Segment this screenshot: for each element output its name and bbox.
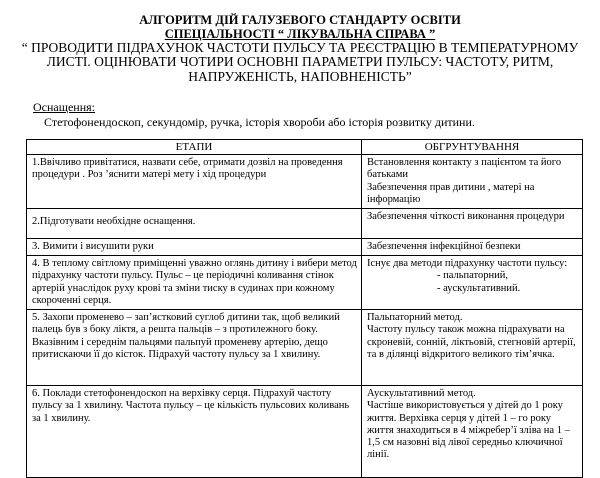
- table-row: [27, 155, 583, 209]
- rationale-list-item: - аускультативний.: [437, 282, 521, 294]
- rationale-intro: Існує два методи підрахунку частоти пульсу:: [367, 258, 568, 270]
- column-header-steps: ЕТАПИ: [27, 140, 362, 155]
- algorithm-table: [26, 139, 583, 478]
- title-line-2-text: СПЕЦІАЛЬНОСТІ “ ЛІКУВАЛЬНА СПРАВА ”: [164, 27, 436, 41]
- rationale-cell: Забезпечення чіткості виконання процедури: [362, 209, 583, 239]
- equipment-label: Оснащення:: [33, 100, 96, 114]
- column-header-rationale: ОБГРУНТУВАННЯ: [362, 140, 583, 155]
- step-cell: 4. В теплому світлому приміщенні уважно оглянь дитину і вибери метод підрахунку частоти пульсу. Пульс – це періодичні коливання стінок артерій унаслідок руху крові та зміни тиску в судинах при кожному скороченні серця.: [27, 256, 362, 310]
- step-cell: 2.Підготувати необхідне оснащення.: [27, 209, 362, 239]
- table-row: [27, 310, 583, 386]
- rationale-cell: Встановлення контакту з пацієнтом та його батьками Забезпечення прав дитини , матері на інформацію: [362, 155, 583, 209]
- step-cell: 1.Ввічливо привітатися, назвати себе, отримати дозвіл на проведення процедури . Роз ’яснити матері мету і хід процедури: [27, 155, 362, 209]
- title-line-1: АЛГОРИТМ ДІЙ ГАЛУЗЕВОГО СТАНДАРТУ ОСВІТИ: [139, 13, 461, 27]
- rationale-list-item: - пальпаторний,: [437, 270, 508, 282]
- step-cell: 5. Захопи променево – зап’ястковий суглоб дитини так, щоб великий палець був з боку ліктя, а решта пальців – з протилежного боку. Вказівним і середнім пальцями пальпуй променеву артерію, дещо притискаючи її до кісток. Підрахуй частоту пульсу за 1 хвилину.: [27, 310, 362, 386]
- step-cell: 6. Поклади стетофонендоскоп на верхівку серця. Підрахуй частоту пульсу за 1 хвилину. Частота пульсу – це кількість пульсових коливань за 1 хвилину.: [27, 386, 362, 478]
- table-row: [27, 239, 583, 256]
- procedure-heading: “ ПРОВОДИТИ ПІДРАХУНОК ЧАСТОТИ ПУЛЬСУ ТА РЕЄСТРАЦІЮ В ТЕМПЕРАТУРНОМУ ЛИСТІ. ОЦІНЮВАТИ ЧОТИРИ ОСНОВНІ ПАРАМЕТРИ ПУЛЬСУ: ЧАСТОТУ, РИТМ, НАПРУЖЕНІСТЬ, НАПОВНЕНІСТЬ”: [21, 40, 579, 84]
- equipment-text: Стетофонендоскоп, секундомір, ручка, історія хвороби або історія розвитку дитини.: [44, 115, 475, 129]
- title-line-2: [0, 27, 600, 41]
- rationale-cell: [362, 256, 583, 310]
- step-cell: 3. Вимити і висушити руки: [27, 239, 362, 256]
- rationale-cell: Забезпечення інфекційної безпеки: [362, 239, 583, 256]
- rationale-cell: Пальпаторний метод. Частоту пульсу також можна підрахувати на скроневій, сонній, ліктьовій, стегновій артерії, та в ділянці відкритого великого тім’ячка.: [362, 310, 583, 386]
- table-row: [27, 209, 583, 239]
- table-header-row: [27, 140, 583, 155]
- table-row: [27, 256, 583, 310]
- rationale-cell: Аускультативний метод. Частіше використовується у дітей до 1 року життя. Верхівка серця у дітей 1 – го року життя знаходиться в 4 міжребер’ї зліва на 1 – 1,5 см назовні від лівої середньо ключичної лінії.: [362, 386, 583, 478]
- table-row: [27, 386, 583, 478]
